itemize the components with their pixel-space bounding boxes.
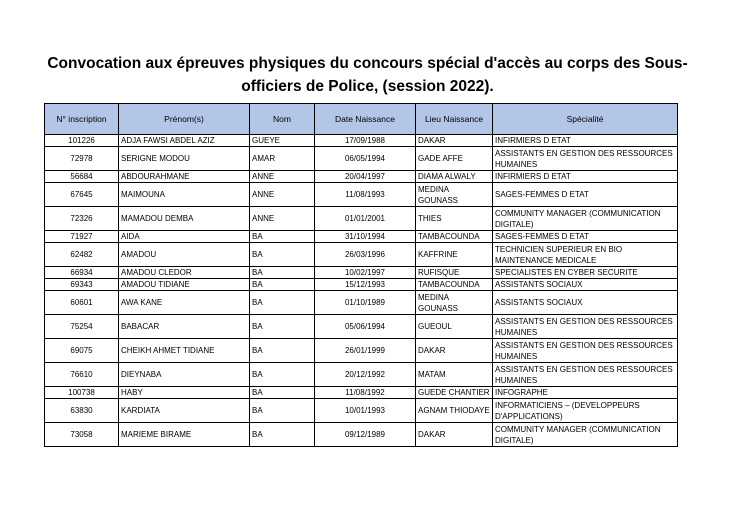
- table-row: [45, 339, 678, 363]
- cell-last-name: ANNE: [250, 171, 315, 183]
- header-specialty: Spécialité: [493, 104, 678, 135]
- cell-birth-place: TAMBACOUNDA: [416, 279, 493, 291]
- cell-last-name: BA: [250, 399, 315, 423]
- header-inscription-number: N° inscription: [45, 104, 119, 135]
- cell-last-name: BA: [250, 279, 315, 291]
- cell-birth-place: MEDINA GOUNASS: [416, 291, 493, 315]
- cell-birth-place: AGNAM THIODAYE: [416, 399, 493, 423]
- cell-inscription-number: 101226: [45, 135, 119, 147]
- cell-last-name: BA: [250, 315, 315, 339]
- cell-first-names: AMADOU: [119, 243, 250, 267]
- cell-birth-date: 31/10/1994: [315, 231, 416, 243]
- cell-specialty: INFOGRAPHE: [493, 387, 678, 399]
- cell-last-name: BA: [250, 231, 315, 243]
- cell-first-names: MAMADOU DEMBA: [119, 207, 250, 231]
- cell-birth-place: RUFISQUE: [416, 267, 493, 279]
- cell-birth-date: 26/01/1999: [315, 339, 416, 363]
- cell-inscription-number: 72978: [45, 147, 119, 171]
- cell-specialty: ASSISTANTS EN GESTION DES RESSOURCES HUMAINES: [493, 339, 678, 363]
- cell-first-names: MAIMOUNA: [119, 183, 250, 207]
- cell-birth-date: 10/02/1997: [315, 267, 416, 279]
- table-row: [45, 231, 678, 243]
- cell-last-name: BA: [250, 243, 315, 267]
- cell-first-names: ADJA FAWSI ABDEL AZIZ: [119, 135, 250, 147]
- cell-birth-date: 11/08/1993: [315, 183, 416, 207]
- table-row: [45, 135, 678, 147]
- table-body: [45, 135, 678, 447]
- cell-first-names: AMADOU CLEDOR: [119, 267, 250, 279]
- cell-specialty: INFIRMIERS D ETAT: [493, 171, 678, 183]
- cell-inscription-number: 72326: [45, 207, 119, 231]
- cell-birth-place: TAMBACOUNDA: [416, 231, 493, 243]
- cell-birth-place: GUEOUL: [416, 315, 493, 339]
- cell-first-names: BABACAR: [119, 315, 250, 339]
- header-birth-place: Lieu Naissance: [416, 104, 493, 135]
- cell-birth-date: 15/12/1993: [315, 279, 416, 291]
- cell-birth-place: MATAM: [416, 363, 493, 387]
- cell-birth-place: DIAMA ALWALY: [416, 171, 493, 183]
- cell-first-names: HABY: [119, 387, 250, 399]
- cell-first-names: CHEIKH AHMET TIDIANE: [119, 339, 250, 363]
- cell-specialty: ASSISTANTS EN GESTION DES RESSOURCES HUMAINES: [493, 147, 678, 171]
- cell-specialty: ASSISTANTS EN GESTION DES RESSOURCES HUMAINES: [493, 363, 678, 387]
- cell-birth-date: 05/06/1994: [315, 315, 416, 339]
- table-row: [45, 291, 678, 315]
- cell-specialty: COMMUNITY MANAGER (COMMUNICATION DIGITALE): [493, 423, 678, 447]
- cell-birth-place: KAFFRINE: [416, 243, 493, 267]
- header-last-name: Nom: [250, 104, 315, 135]
- cell-inscription-number: 100738: [45, 387, 119, 399]
- cell-inscription-number: 75254: [45, 315, 119, 339]
- cell-specialty: SAGES-FEMMES D ETAT: [493, 231, 678, 243]
- cell-inscription-number: 69343: [45, 279, 119, 291]
- cell-birth-date: 09/12/1989: [315, 423, 416, 447]
- cell-specialty: ASSISTANTS EN GESTION DES RESSOURCES HUMAINES: [493, 315, 678, 339]
- cell-last-name: ANNE: [250, 207, 315, 231]
- cell-inscription-number: 69075: [45, 339, 119, 363]
- table-row: [45, 399, 678, 423]
- cell-specialty: ASSISTANTS SOCIAUX: [493, 279, 678, 291]
- cell-last-name: BA: [250, 339, 315, 363]
- table-row: [45, 207, 678, 231]
- cell-inscription-number: 76610: [45, 363, 119, 387]
- cell-last-name: ANNE: [250, 183, 315, 207]
- cell-inscription-number: 62482: [45, 243, 119, 267]
- cell-birth-place: THIES: [416, 207, 493, 231]
- table-row: [45, 387, 678, 399]
- cell-last-name: BA: [250, 387, 315, 399]
- cell-first-names: KARDIATA: [119, 399, 250, 423]
- cell-birth-place: GADE AFFE: [416, 147, 493, 171]
- cell-birth-date: 17/09/1988: [315, 135, 416, 147]
- table-row: [45, 315, 678, 339]
- cell-last-name: GUEYE: [250, 135, 315, 147]
- header-first-names: Prénom(s): [119, 104, 250, 135]
- table-row: [45, 279, 678, 291]
- document-title: [30, 52, 705, 98]
- cell-first-names: MARIEME BIRAME: [119, 423, 250, 447]
- cell-inscription-number: 66934: [45, 267, 119, 279]
- cell-last-name: BA: [250, 267, 315, 279]
- cell-first-names: AMADOU TIDIANE: [119, 279, 250, 291]
- cell-birth-date: 01/01/2001: [315, 207, 416, 231]
- table-row: [45, 171, 678, 183]
- cell-first-names: ABDOURAHMANE: [119, 171, 250, 183]
- cell-birth-place: DAKAR: [416, 423, 493, 447]
- cell-first-names: DIEYNABA: [119, 363, 250, 387]
- header-row: [45, 104, 678, 135]
- table-row: [45, 243, 678, 267]
- cell-specialty: COMMUNITY MANAGER (COMMUNICATION DIGITALE): [493, 207, 678, 231]
- table-row: [45, 147, 678, 171]
- cell-birth-place: DAKAR: [416, 339, 493, 363]
- cell-birth-place: MEDINA GOUNASS: [416, 183, 493, 207]
- header-birth-date: Date Naissance: [315, 104, 416, 135]
- cell-last-name: BA: [250, 363, 315, 387]
- cell-birth-place: DAKAR: [416, 135, 493, 147]
- convocation-table: [44, 103, 678, 447]
- cell-inscription-number: 73058: [45, 423, 119, 447]
- cell-inscription-number: 71927: [45, 231, 119, 243]
- table-header: [45, 104, 678, 135]
- cell-birth-date: 01/10/1989: [315, 291, 416, 315]
- cell-specialty: INFIRMIERS D ETAT: [493, 135, 678, 147]
- cell-specialty: SPECIALISTES EN CYBER SECURITE: [493, 267, 678, 279]
- table-row: [45, 183, 678, 207]
- cell-inscription-number: 60601: [45, 291, 119, 315]
- cell-birth-place: GUEDE CHANTIER: [416, 387, 493, 399]
- cell-birth-date: 06/05/1994: [315, 147, 416, 171]
- cell-inscription-number: 63830: [45, 399, 119, 423]
- cell-last-name: BA: [250, 423, 315, 447]
- table-row: [45, 267, 678, 279]
- cell-inscription-number: 56684: [45, 171, 119, 183]
- cell-first-names: AIDA: [119, 231, 250, 243]
- cell-specialty: TECHNICIEN SUPERIEUR EN BIO MAINTENANCE MEDICALE: [493, 243, 678, 267]
- cell-birth-date: 20/04/1997: [315, 171, 416, 183]
- cell-specialty: ASSISTANTS SOCIAUX: [493, 291, 678, 315]
- title-line-2: officiers de Police, (session 2022).: [241, 78, 494, 95]
- cell-birth-date: 26/03/1996: [315, 243, 416, 267]
- cell-specialty: SAGES-FEMMES D ETAT: [493, 183, 678, 207]
- cell-specialty: INFORMATICIENS – (DEVELOPPEURS D'APPLICATIONS): [493, 399, 678, 423]
- cell-birth-date: 10/01/1993: [315, 399, 416, 423]
- cell-last-name: AMAR: [250, 147, 315, 171]
- cell-birth-date: 20/12/1992: [315, 363, 416, 387]
- cell-last-name: BA: [250, 291, 315, 315]
- title-line-1: Convocation aux épreuves physiques du concours spécial d'accès au corps des Sous-: [47, 55, 688, 72]
- cell-first-names: AWA KANE: [119, 291, 250, 315]
- cell-inscription-number: 67645: [45, 183, 119, 207]
- table-row: [45, 423, 678, 447]
- table-row: [45, 363, 678, 387]
- cell-first-names: SERIGNE MODOU: [119, 147, 250, 171]
- cell-birth-date: 11/08/1992: [315, 387, 416, 399]
